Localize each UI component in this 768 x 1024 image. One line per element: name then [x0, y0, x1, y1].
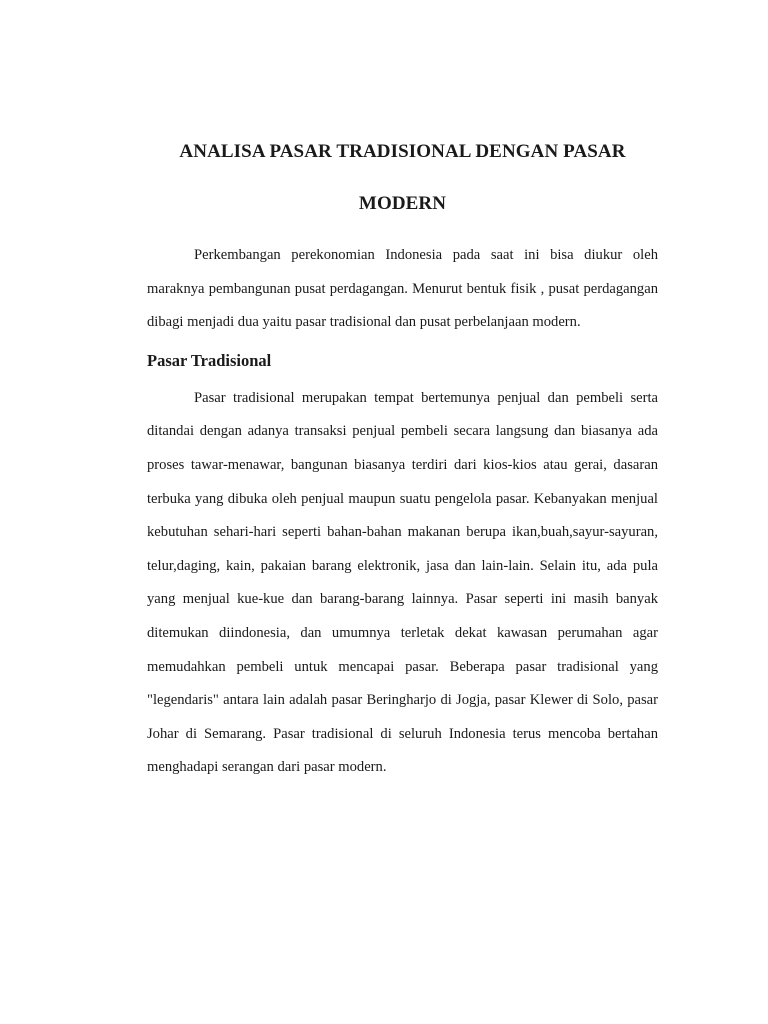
section-heading: Pasar Tradisional [147, 350, 272, 370]
document-title-line-2: MODERN [358, 193, 447, 214]
document-title [147, 126, 658, 230]
section-paragraph: Pasar tradisional merupakan tempat bertemunya penjual dan pembeli serta ditandai dengan adanya transaksi penjual pembeli secara langsung dan biasanya ada proses tawar-menawar, bangunan biasanya terdiri dari kios-kios atau gerai, dasaran terbuka yang dibuka oleh penjual maupun suatu pengelola pasar. Kebanyakan menjual kebutuhan sehari-hari seperti bahan-bahan makanan berupa ikan,buah,sayur-sayuran, telur,daging, kain, pakaian barang elektronik, jasa dan lain-lain. Selain itu, ada pula yang menjual kue-kue dan barang-barang lainnya. Pasar seperti ini masih banyak ditemukan diindonesia, dan umumnya terletak dekat kawasan perumahan agar memudahkan pembeli untuk mencapai pasar. Beberapa pasar tradisional yang "legendaris" antara lain adalah pasar Beringharjo di Jogja, pasar Klewer di Solo, pasar Johar di Semarang. Pasar tradisional di seluruh Indonesia terus mencoba bertahan menghadapi serangan dari pasar modern. [147, 389, 658, 776]
document-body [147, 126, 658, 785]
intro-paragraph: Perkembangan perekonomian Indonesia pada saat ini bisa diukur oleh maraknya pembangunan pusat perdagangan. Menurut bentuk fisik , pusat perdagangan dibagi menjadi dua yaitu pasar tradisional dan pusat perbelanjaan modern. [147, 247, 658, 331]
document-title-line-1: ANALISA PASAR TRADISIONAL DENGAN PASAR [179, 141, 626, 162]
